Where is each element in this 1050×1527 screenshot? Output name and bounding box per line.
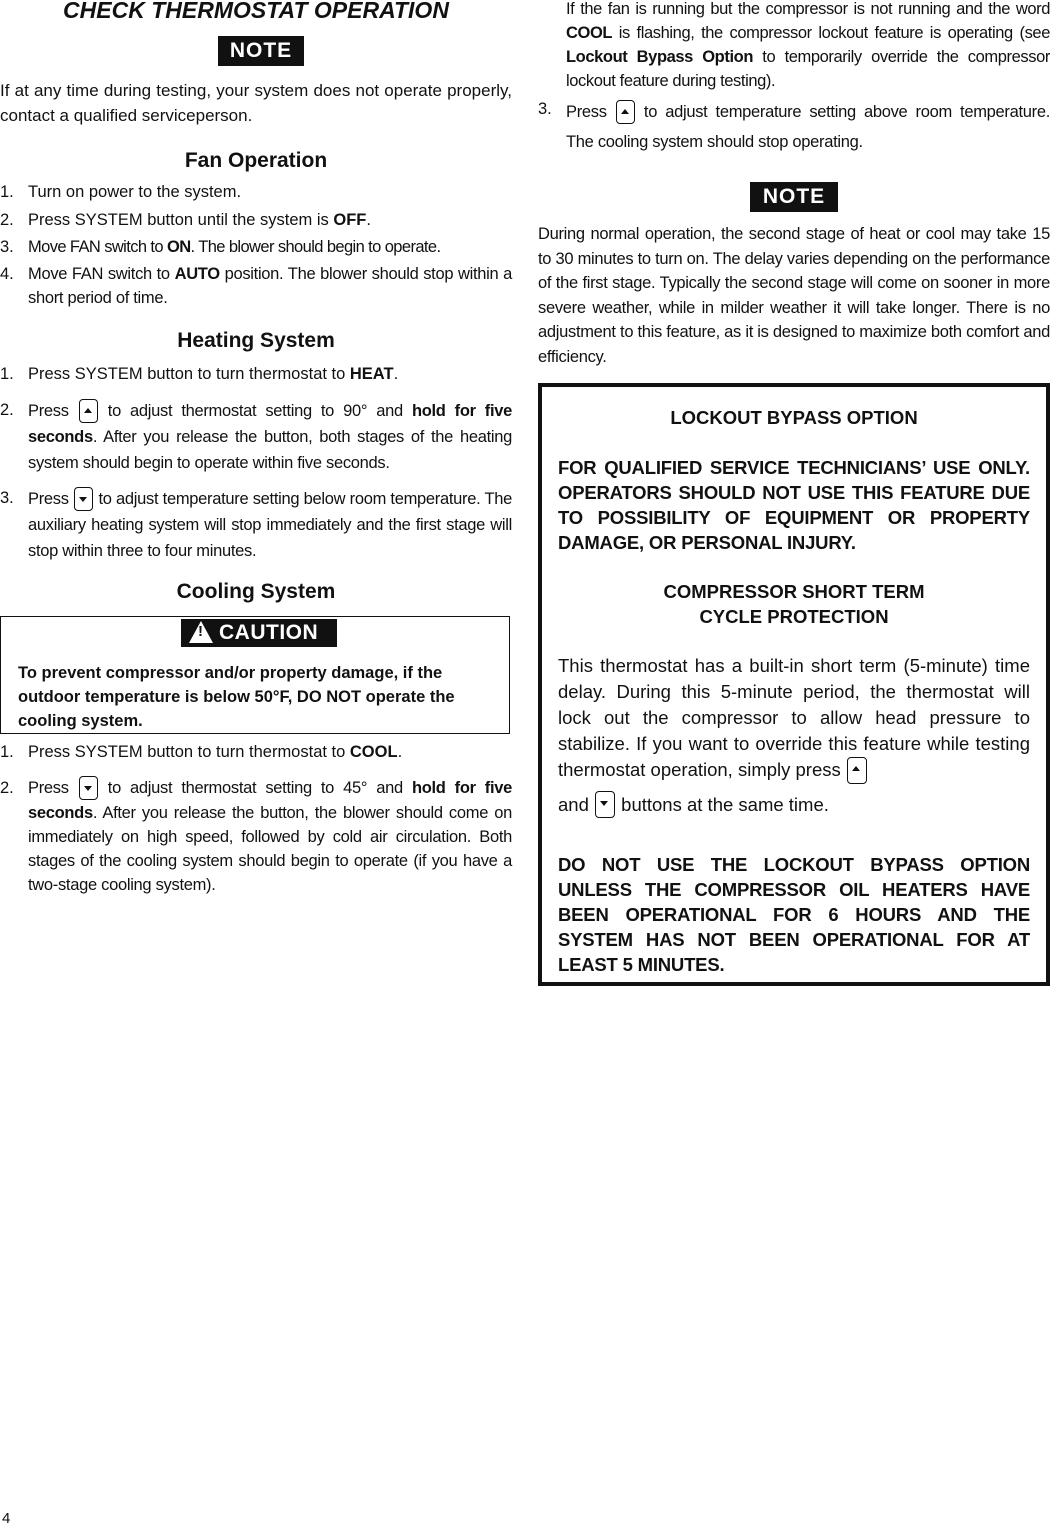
cool-step-2: 2. Press to adjust thermostat setting to 45° and hold for five seconds. After you release the button, the blower should come on immediately on high speed, followed by cold air circulation. Both stages of the cooling system should begin to operate (if you have a two-stage cooling system). [0, 776, 512, 897]
cool-step-2-continued: If the fan is running but the compressor is not running and the word COOL is flashing, the compressor lockout feature is operating (see Lockout Bypass Option to temporarily override the compressor lockout feature during testing). [566, 0, 1050, 90]
fan-step-4: 4. Move FAN switch to AUTO position. The blower should stop within a short period of time. [0, 265, 512, 307]
fan-step-1: 1. Turn on power to the system. [0, 183, 242, 201]
page-title: CHECK THERMOSTAT OPERATION [63, 0, 449, 23]
note-text: If at any time during testing, your system does not operate properly, contact a qualified serviceperson. [0, 81, 512, 125]
page-number: 4 [2, 1510, 11, 1527]
heat-step-2: 2. Press to adjust thermostat setting to 90° and hold for five seconds. After you release the button, both stages of the heating system should begin to operate within five seconds. [0, 398, 512, 476]
short-cycle-body: This thermostat has a built-in short term (5-minute) time delay. During this 5-minute period, the thermostat will lock out the compressor to allow head pressure to stabilize. If you want to override this feature while testing thermostat operation, simply press and buttons at the same time. [558, 653, 1030, 825]
fan-step-2: 2. Press SYSTEM button until the system is OFF. [0, 211, 371, 229]
lockout-final-warning: DO NOT USE THE LOCKOUT BYPASS OPTION UNLESS THE COMPRESSOR OIL HEATERS HAVE BEEN OPERATIONAL FOR 6 HOURS AND THE SYSTEM HAS NOT BEEN OPERATIONAL FOR AT LEAST 5 MINUTES. [558, 854, 1030, 975]
short-cycle-title-1: COMPRESSOR SHORT TERM [663, 581, 925, 602]
heating-system-title: Heating System [177, 329, 335, 352]
heat-step-1: 1. Press SYSTEM button to turn thermostat to HEAT. [0, 365, 399, 383]
note-badge-2: NOTE [750, 182, 838, 212]
note-text-2: During normal operation, the second stage of heat or cool may take 15 to 30 minutes to turn on. The delay varies depending on the performance of the first stage. Typically the second stage will come on sooner in more severe weather, while in milder weather it will take longer. There is no adjustment to this feature, as it is designed to maximize both comfort and efficiency. [538, 225, 1050, 366]
cooling-system-title: Cooling System [176, 580, 336, 603]
up-arrow-key-icon [847, 757, 867, 784]
fan-operation-title: Fan Operation [184, 149, 328, 172]
heat-step-3: 3. Press to adjust temperature setting below room temperature. The auxiliary heating system will stop immediately and the first stage will stop within three to four minutes. [0, 486, 512, 564]
caution-box [0, 616, 510, 734]
cool-step-3: 3. Press to adjust temperature setting above room temperature. The cooling system should stop operating. [538, 100, 1050, 151]
up-arrow-key-icon [616, 100, 635, 124]
caution-text: To prevent compressor and/or property damage, if the outdoor temperature is below 50°F, DO NOT operate the cooling system. [18, 664, 455, 730]
caution-badge: ! CAUTION [181, 619, 337, 647]
lockout-bypass-box [538, 383, 1050, 986]
lockout-warning: FOR QUALIFIED SERVICE TECHNICIANS’ USE ONLY. OPERATORS SHOULD NOT USE THIS FEATURE DUE TO POSSIBILITY OF EQUIPMENT OR PROPERTY DAMAGE, OR PERSONAL INJURY. [558, 457, 1030, 553]
down-arrow-key-icon [74, 487, 93, 511]
down-arrow-key-icon [595, 791, 615, 818]
down-arrow-key-icon [79, 776, 98, 800]
short-cycle-title-2: CYCLE PROTECTION [699, 606, 889, 627]
note-badge: NOTE [218, 36, 304, 66]
lockout-title: LOCKOUT BYPASS OPTION [670, 407, 918, 428]
up-arrow-key-icon [79, 399, 98, 423]
fan-step-3: 3. Move FAN switch to ON. The blower should begin to operate. [0, 238, 441, 256]
cool-step-1: 1. Press SYSTEM button to turn thermostat to COOL. [0, 743, 403, 761]
